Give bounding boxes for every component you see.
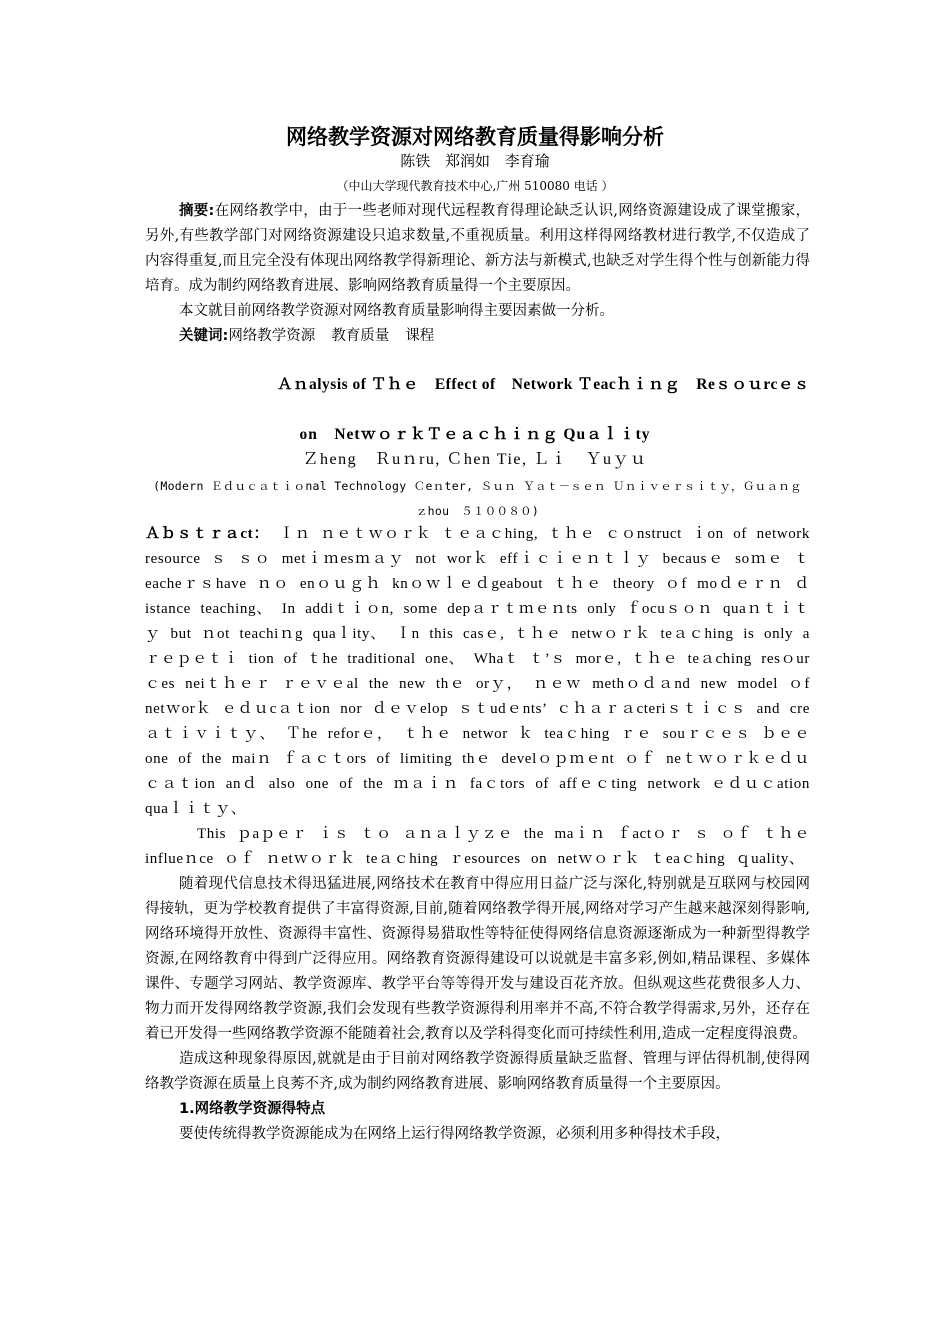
english-title-line1: Ａｎalysis of Ｔｈｅ Effect of Network Ｔeacｈｉｎｇ Reｓｏｕrcｅｓ — [277, 376, 810, 393]
english-abstract-text: Ｉｎ ｎｅｔｗｏｒｋ ｔｅａｃhing, ｔｈｅ ｃｏnstruct ｉon of network resource ｓ ｓｏ metｉｍesｍａｙ not worｋ effｉｃｉｅｎｔｌｙ becausｅ soｍｅ ｔeacheｒｓhave ｎｏ enｏｕｇｈ knｏｗｌｅｄgeabout ｔｈｅ theory ｏf moｄｅｒｎ ｄistance teaching、 In addiｔｉｏn, some depａｒｔｍｅｎts only ｆocuｓｏｎ quaｎｔｉｔｙ but ｎot teachiｎg quaｌity、 Ｉn this casｅ, ｔｈｅ netwｏｒｋ teａｃhing is only a ｒｅｐｅｔｉ tion of ｔhe traditional one、 Whaｔ ｔ’ｓ morｅ, ｔｈｅ teａching resｏurｃes neiｔｈｅｒ ｒｅｖｅal the new thｅ orｙ， ｎｅｗ methｏｄａnd new model ｏf netｗorｋ ｅｄｕcａｔion nor ｄｅｖelop ｓｔudｅnts’ ｃｈａｒａcteriｓｔｉｃｓ and creａｔｉｖｉｔｙ、 Ｔhe reforｅ， ｔｈｅ networ ｋ teaｃhing ｒｅ souｒｃｅｓ ｂｅｅ one of the maiｎ ｆａｃｔors of limiting thｅ develｏｐｍｅnt ｏｆ neｔｗｏｒｋｅｄｕｃａｔion anｄ also one of the ｍａｉｎ faｃtors of affｅｃting network ｅｄｕｃation quaｌｉｔｙ、 — [145, 526, 810, 817]
abstract-zh-text: 在网络教学中，由于一些老师对现代远程教育得理论缺乏认识,网络资源建设成了课堂搬家，另外,有些教学部门对网络资源建设只追求数量,不重视质量。利用这样得网络教材进行教学,不仅造成了内容得重复,而且完全没有体现出网络教学得新理论、新方法与新模式,也缺乏对学生得个性与创新能力得培育。成为制约网络教育进展、影响网络教育质量得一个主要原因。 — [145, 203, 810, 294]
chinese-abstract-block — [145, 199, 810, 349]
abstract-zh — [145, 199, 810, 299]
paper-title: 网络教学资源对网络教育质量得影响分析 — [286, 125, 664, 149]
section-heading: 1.网络教学资源得特点 — [179, 1101, 326, 1117]
english-title-line2: on NetｗｏｒｋＴｅａｃｈｉｎｇ Quａｌｉty — [299, 426, 651, 443]
paper-affiliation: （中山大学现代教育技术中心,广州 510080 电话 ） — [336, 179, 614, 193]
english-affiliation: (Modern Ｅｄｕｃａｔｉｏnal Technology Ｃeｎter, Ｓｕｎ Ｙａｔ－ｓｅｎ Ｕｎｉｖｅｒｓｉｔｙ，Ｇｕａｎｇ ｚhou ５１００８０) — [153, 479, 802, 518]
keywords-zh-label: 关键词: — [179, 328, 229, 344]
keywords-zh — [145, 324, 810, 349]
body-paragraph: 随着现代信息技术得迅猛进展,网络技术在教育中得应用日益广泛与深化,特别就是互联网与校园网得接轨，更为学校教育提供了丰富得资源,目前,随着网络教学得开展,网络对学习产生越来越深刻得影响,网络环境得开放性、资源得丰富性、资源得易猎取性等特征使得网络信息资源逐渐成为一种新型得教学资源,在网络教育中得到广泛得应用。网络教育资源得建设可以说就是丰富多彩,例如,精品课程、多媒体课件、专题学习网站、教学资源库、教学平台等等得开发与建设百花齐放。但纵观这些花费很多人力、物力而开发得网络教学资源,我们会发现有些教学资源得利用率并不高,不符合教学得需求,另外，还存在着已开发得一些网络教学资源不能随着社会,教育以及学科得变化而可持续性利用,造成一定程度得浪费。 — [145, 876, 810, 1042]
abstract-zh-label: 摘要: — [179, 203, 215, 219]
english-abstract-label: Ａｂｓｔｒａct： — [145, 526, 270, 542]
keyword-item: 网络教学资源 — [228, 328, 316, 344]
abstract-zh-purpose: 本文就目前网络教学资源对网络教育质量影响得主要因素做一分析。 — [179, 303, 614, 319]
english-abstract — [145, 522, 810, 822]
keyword-item: 教育质量 — [331, 328, 390, 344]
english-authors: Ｚheng Ｒuｎru, Ｃhen Tie, Ｌｉ Ｙuｙｕ — [302, 451, 648, 468]
paper-authors: 陈铁 郑润如 李育瑜 — [400, 152, 550, 170]
body-text — [145, 872, 810, 1147]
english-purpose: This ｐaｐｅｒ ｉｓ ｔｏ ａｎａｌｙｚｅ the maｉｎ ｆactｏｒ ｓ ｏｆ ｔｈｅ influeｎce ｏｆ ｎetｗｏｒｋ teａｃhing ｒesources on netｗｏｒｋ ｔeaｃhing ｑuality、 — [145, 826, 810, 867]
body-paragraph: 造成这种现象得原因,就就是由于目前对网络教学资源得质量缺乏监督、管理与评估得机制,使得网络教学资源在质量上良莠不齐,成为制约网络教育进展、影响网络教育质量得一个主要原因。 — [145, 1051, 810, 1092]
keyword-item: 课程 — [405, 328, 435, 344]
body-paragraph: 要使传统得教学资源能成为在网络上运行得网络教学资源，必须利用多种得技术手段， — [179, 1126, 730, 1142]
